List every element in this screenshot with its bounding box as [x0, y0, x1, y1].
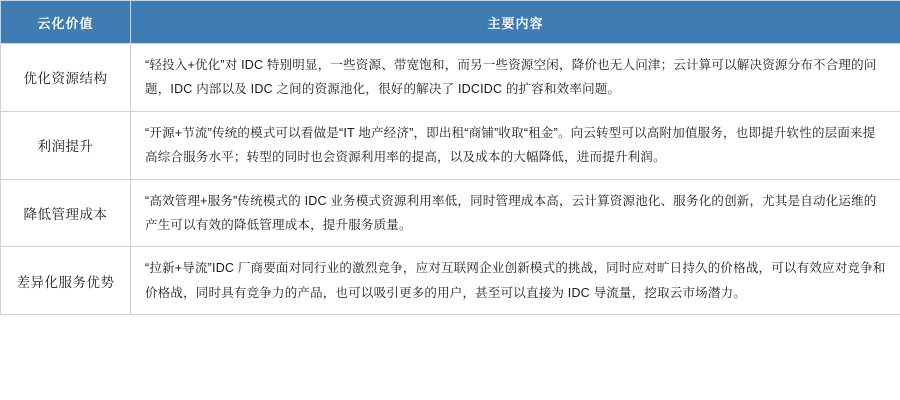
- row-category: 利润提升: [1, 111, 131, 179]
- table-row: [1, 247, 900, 315]
- table-header-row: [1, 1, 900, 44]
- column-header-content: 主要内容: [131, 1, 900, 44]
- row-category: 优化资源结构: [1, 44, 131, 112]
- table-header: [1, 1, 900, 44]
- row-category: 降低管理成本: [1, 179, 131, 247]
- column-header-category: 云化价值: [1, 1, 131, 44]
- row-content: “高效管理+服务”传统模式的 IDC 业务模式资源利用率低，同时管理成本高，云计算资源池化、服务化的创新，尤其是自动化运维的产生可以有效的降低管理成本，提升服务质量。: [131, 179, 900, 247]
- row-content: “开源+节流”传统的模式可以看做是“IT 地产经济”，即出租“商铺”收取“租金”。向云转型可以高附加值服务，也即提升软性的层面来提高综合服务水平；转型的同时也会资源利用率的提高，以及成本的大幅降低，进而提升利润。: [131, 111, 900, 179]
- table-row: [1, 44, 900, 112]
- table-body: [1, 44, 900, 315]
- row-category: 差异化服务优势: [1, 247, 131, 315]
- row-content: “拉新+导流”IDC 厂商要面对同行业的激烈竞争，应对互联网企业创新模式的挑战，同时应对旷日持久的价格战，可以有效应对竞争和价格战，同时具有竞争力的产品，也可以吸引更多的用户，甚至可以直接为 IDC 导流量，挖取云市场潜力。: [131, 247, 900, 315]
- table-row: [1, 111, 900, 179]
- table-row: [1, 179, 900, 247]
- row-content: “轻投入+优化”对 IDC 特别明显，一些资源、带宽饱和，而另一些资源空闲，降价也无人问津；云计算可以解决资源分布不合理的问题，IDC 内部以及 IDC 之间的资源池化，很好的解决了 IDCIDC 的扩容和效率问题。: [131, 44, 900, 112]
